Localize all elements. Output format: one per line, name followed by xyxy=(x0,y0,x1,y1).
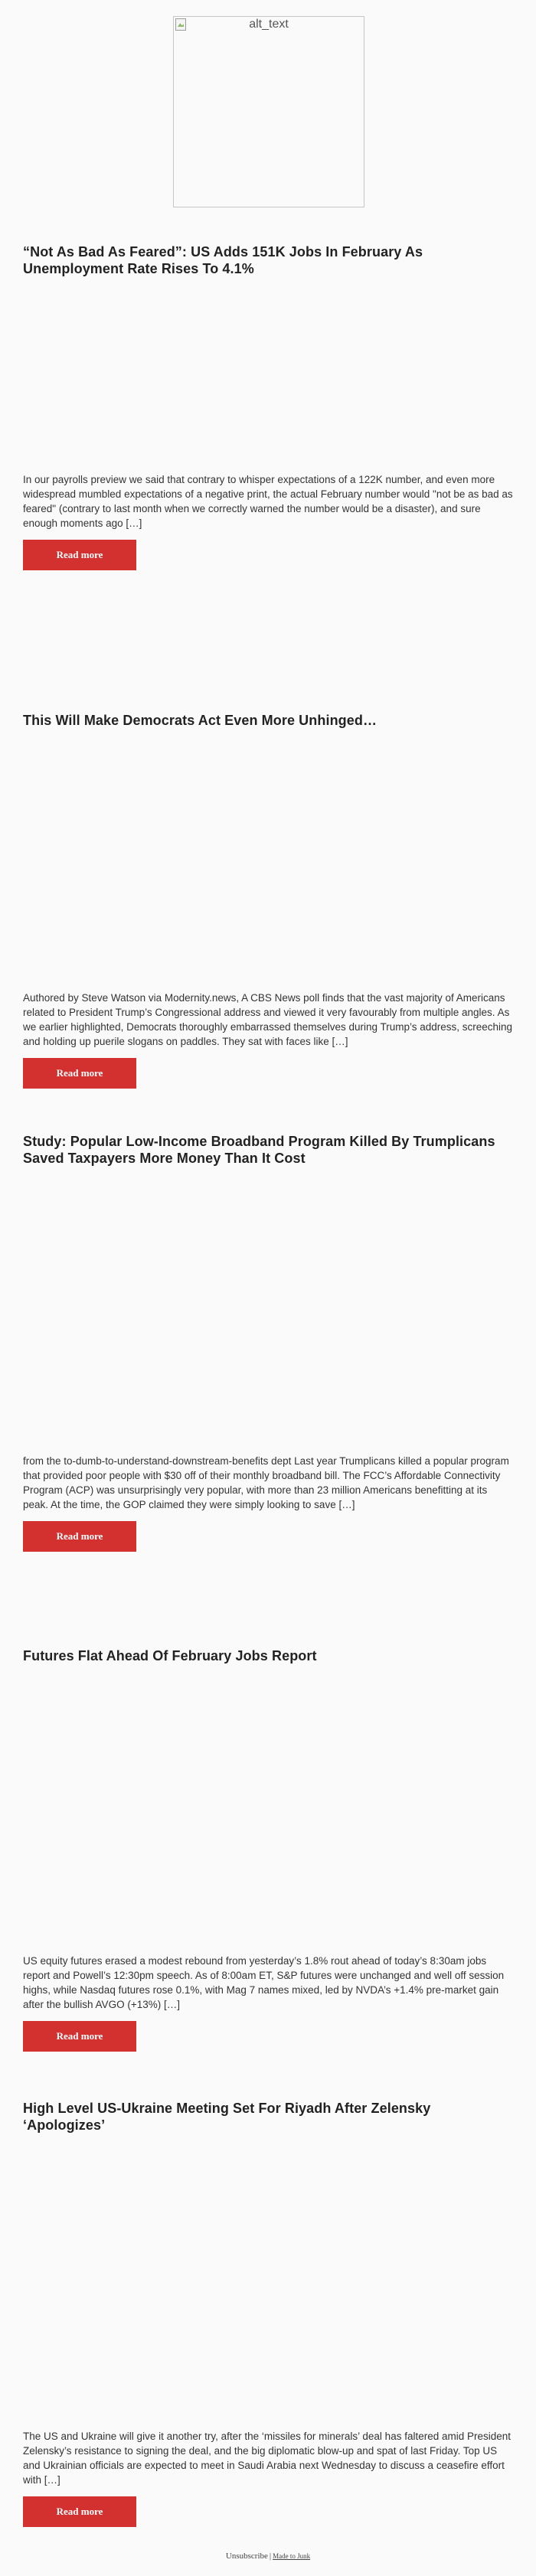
article-title[interactable]: Futures Flat Ahead Of February Jobs Report xyxy=(23,1648,317,1663)
article-card xyxy=(23,1133,513,1552)
article-card xyxy=(23,1647,513,2052)
article-title[interactable]: “Not As Bad As Feared”: US Adds 151K Jobs In February As Unemployment Rate Rises To 4.1% xyxy=(23,244,423,276)
article-excerpt: Authored by Steve Watson via Modernity.news, A CBS News poll finds that the vast majority of Americans related to President Trump’s Congressional address and viewed it very favourably from multiple angles. As we earlier highlighted, Democrats thoroughly embarrassed themselves during Trump’s address, screeching and holding up puerile slogans on paddles. They sat with faces like […] xyxy=(23,992,513,1047)
article-title[interactable]: This Will Make Democrats Act Even More Unhinged… xyxy=(23,713,377,728)
article-image xyxy=(23,729,513,991)
read-more-button[interactable]: Read more xyxy=(23,2496,136,2527)
header-logo-image xyxy=(173,16,364,207)
made-with-link[interactable]: Made to Junk xyxy=(273,2552,311,2560)
footer xyxy=(0,2552,536,2561)
read-more-button[interactable]: Read more xyxy=(23,2021,136,2052)
article-image xyxy=(23,1167,513,1454)
logo-alt-text: alt_text xyxy=(249,18,289,31)
article-title[interactable]: High Level US-Ukraine Meeting Set For Riyadh After Zelensky ‘Apologizes’ xyxy=(23,2101,431,2133)
article-excerpt: The US and Ukraine will give it another try, after the ‘missiles for minerals’ deal has faltered amid President Zelensky’s resistance to signing the deal, and the big diplomatic blow-up and spat of last Friday. Top US and Ukrainian officials are expected to meet in Saudi Arabia next Wednesday to discuss a ceasefire effort with […] xyxy=(23,2431,511,2486)
unsubscribe-link[interactable]: Unsubscribe xyxy=(225,2552,268,2561)
article-card xyxy=(23,243,513,570)
read-more-button[interactable]: Read more xyxy=(23,1058,136,1089)
article-image xyxy=(23,277,513,472)
article-title[interactable]: Study: Popular Low-Income Broadband Program Killed By Trumplicans Saved Taxpayers More Money Than It Cost xyxy=(23,1134,495,1166)
footer-separator: | xyxy=(269,2552,272,2561)
article-card xyxy=(23,712,513,1089)
article-excerpt: from the to-dumb-to-understand-downstream-benefits dept Last year Trumplicans killed a popular program that provided poor people with $30 off of their monthly broadband bill. The FCC’s Affordable Connectivity Program (ACP) was unsurprisingly very popular, with more than 23 million Americans benefitting at its peak. At the time, the GOP claimed they were simply looking to save […] xyxy=(23,1455,509,1510)
article-excerpt: US equity futures erased a modest rebound from yesterday’s 1.8% rout ahead of today’s 8:30am jobs report and Powell’s 12:30pm speech. As of 8:00am ET, S&P futures were unchanged and well off session highs, while Nasdaq futures rose 0.1%, with Mag 7 names mixed, led by NVDA’s +1.4% pre-market gain after the bullish AVGO (+13%) […] xyxy=(23,1955,505,2010)
article-image xyxy=(23,2134,513,2429)
read-more-button[interactable]: Read more xyxy=(23,1521,136,1552)
article-image xyxy=(23,1664,513,1954)
article-card xyxy=(23,2100,513,2527)
article-excerpt: In our payrolls preview we said that contrary to whisper expectations of a 122K number, and even more widespread mumbled expectations of a negative print, the actual February number would "not be as bad as feared" (contrary to last month when we correctly warned the number would be a disaster), and sure enough moments ago […] xyxy=(23,474,513,529)
read-more-button[interactable]: Read more xyxy=(23,540,136,570)
